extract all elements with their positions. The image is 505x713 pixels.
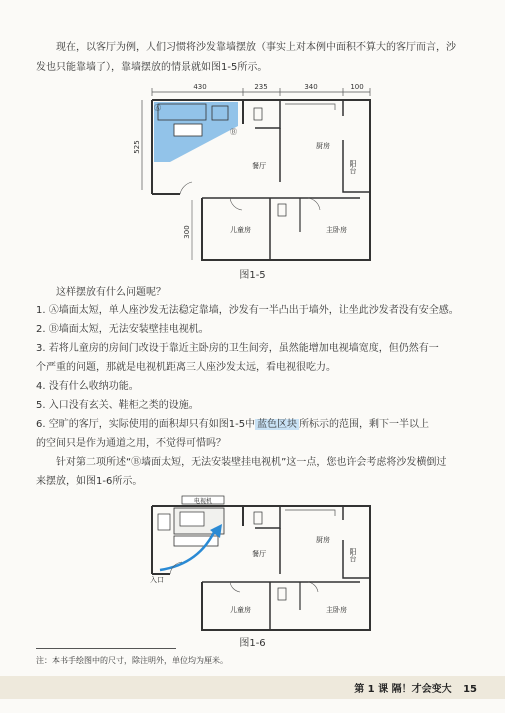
coffee-table (180, 512, 204, 526)
dim-2: 235 (254, 83, 268, 91)
label-master-bedroom: 主卧房 (326, 606, 347, 614)
label-master-bedroom: 主卧房 (326, 226, 347, 234)
coffee-table (174, 124, 202, 136)
highlight-blue-block: 蓝色区块 (257, 419, 298, 430)
mark-a: Ⓐ (154, 104, 161, 112)
bottom-dim: 300 (183, 225, 191, 239)
floor-plan-fig-1-5 (130, 82, 390, 264)
intro-line-2: 发也只能靠墙了），靠墙摆放的情景就如图1-5所示。 (36, 62, 268, 73)
question-3b: 个严重的问题，那就是电视机距离三人座沙发太远，看电视很吃力。 (36, 362, 336, 373)
followup-line-2: 来摆放，如图1-6所示。 (36, 476, 143, 487)
question-4: 4. 没有什么收纳功能。 (36, 381, 139, 392)
footer (354, 680, 477, 695)
mark-b: Ⓑ (230, 128, 237, 136)
armchair (158, 514, 170, 530)
label-kids-room: 儿童房 (230, 606, 251, 614)
question-5: 5. 入口没有玄关、鞋柜之类的设施。 (36, 400, 199, 411)
side-dim: 525 (133, 140, 141, 154)
label-entrance: 入口 (150, 576, 164, 584)
dim-3: 340 (304, 83, 318, 91)
dim-4: 100 (350, 83, 364, 91)
fig-1-6-caption: 图1-6 (239, 638, 266, 649)
page-number: 15 (463, 684, 477, 695)
question-6b: 的空间只是作为通道之用，不觉得可惜吗？ (36, 438, 226, 449)
label-kitchen: 厨房 (316, 142, 330, 150)
label-kitchen: 厨房 (316, 536, 330, 544)
note-divider (36, 648, 176, 649)
lesson-label: 第 1 课 (354, 684, 389, 695)
label-dining: 餐厅 (252, 162, 266, 170)
question-intro: 这样摆放有什么问题呢？ (56, 287, 166, 298)
question-3a: 3. 若将儿童房的房间门改设于靠近主卧房的卫生间旁，虽然能增加电视墙宽度，但仍然有一 (36, 343, 439, 354)
fig-1-5-caption: 图1-5 (239, 270, 266, 281)
lesson-title: 隔！才会变大 (391, 684, 452, 695)
followup-line-1: 针对第二项所述“Ⓑ墙面太短，无法安装壁挂电视机”这一点，您也许会考虑将沙发横倒过 (56, 457, 447, 468)
label-tv: 电视机 (193, 498, 213, 505)
label-kids-room: 儿童房 (230, 226, 251, 234)
question-2: 2. Ⓑ墙面太短，无法安装壁挂电视机。 (36, 324, 209, 335)
label-balcony: 阳台 (349, 160, 357, 174)
dim-1: 430 (193, 83, 207, 91)
footnote: 注：本书手绘图中的尺寸，除注明外，单位均为厘米。 (36, 656, 228, 665)
question-1: 1. Ⓐ墙面太短，单人座沙发无法稳定靠墙，沙发有一半凸出于墙外，让坐此沙发者没有安全感。 (36, 305, 459, 316)
floor-plan-fig-1-6 (130, 494, 390, 634)
question-6a: 6. 空旷的客厅，实际使用的面积却只有如图1-5中 蓝色区块 所标示的范围，剩下一半以上 (36, 419, 430, 430)
label-dining: 餐厅 (252, 550, 266, 558)
label-balcony: 阳台 (349, 548, 357, 562)
intro-line-1: 现在，以客厅为例，人们习惯将沙发靠墙摆放（事实上对本例中面积不算大的客厅而言，沙 (56, 42, 456, 53)
